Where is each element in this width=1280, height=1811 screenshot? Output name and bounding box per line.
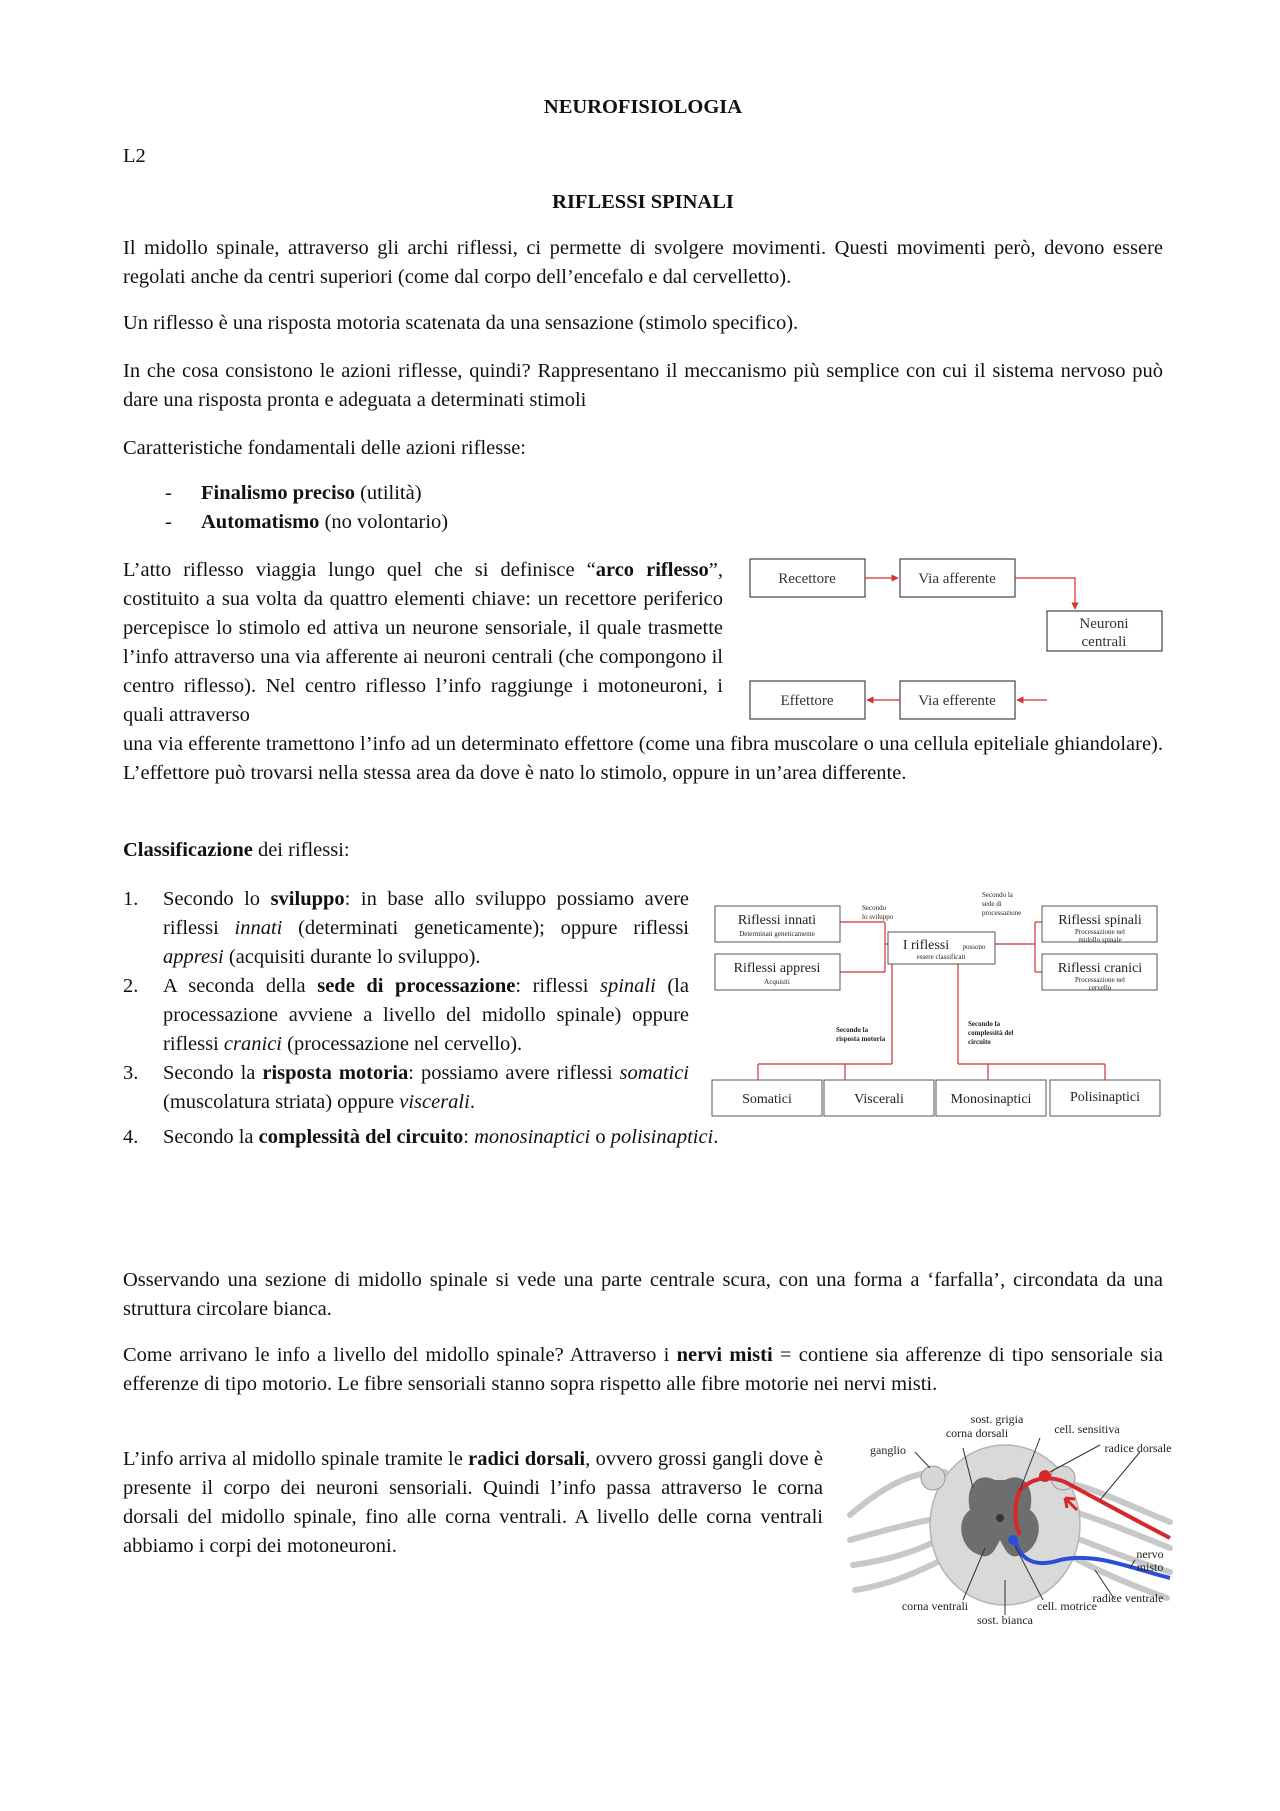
list-item: - Automatismo (no volontario) <box>123 508 1163 537</box>
label-sost-bianca: sost. bianca <box>977 1613 1033 1627</box>
paragraph-classification-heading: Classificazione dei riflessi: <box>123 839 350 861</box>
label-cranici: Riflessi cranici <box>1057 961 1143 976</box>
features-list <box>123 479 1163 537</box>
spinal-cord-figure <box>845 1410 1175 1630</box>
label-compl-3: circuito <box>968 1038 991 1046</box>
label-center-main: I riflessi <box>902 938 950 953</box>
paragraph-definition: Un riflesso è una risposta motoria scatenata da una sensazione (stimolo specifico). <box>123 312 799 334</box>
label-cell-sensitiva: cell. sensitiva <box>1054 1422 1120 1436</box>
section-title: RIFLESSI SPINALI <box>552 191 734 213</box>
label-sede-3: processazione <box>982 909 1022 917</box>
classification-item-4: 4. Secondo la complessità del circuito: monosinaptici o polisinaptici. <box>123 1126 719 1148</box>
paragraph-intro: Il midollo spinale, attraverso gli archi riflessi, ci permette di svolgere movimenti. Questi movimenti però, devono essere regolati anche da centri superiori (come dal corpo dell’encefalo e dal cervelletto). <box>123 237 1163 288</box>
label-recettore: Recettore <box>778 571 836 587</box>
paragraph-reflex-arc-cont: una via efferente tramettono l’info ad un determinato effettore (come una fibra muscolare o una cellula epiteliale ghiandolare). L’effettore può trovarsi nella stessa area da dove è nato lo stimolo, oppure in un’area differente. <box>123 733 1163 784</box>
reflex-arc-diagram <box>745 555 1175 725</box>
list-item: A seconda della sede di processazione: riflessi spinali (la processazione avviene a livello del midollo spinale) oppure riflessi cranici (processazione nel cervello). <box>163 975 689 1055</box>
list-item: - Finalismo preciso (utilità) <box>123 479 1163 508</box>
paragraph-reflex-arc: L’atto riflesso viaggia lungo quel che si definisce “arco riflesso”, costituito a sua volta da quattro elementi chiave: un recettore periferico percepisce lo stimolo ed attiva un neurone sensoriale, il quale trasmette l’info attraverso una via afferente ai neuroni centrali (che compongono il centro riflesso). Nel centro riflesso l’info raggiunge i motoneuroni, i quali attraverso <box>123 559 723 726</box>
label-cell-motrice: cell. motrice <box>1037 1599 1097 1613</box>
label-effettore: Effettore <box>780 693 834 709</box>
label-polisinaptici: Polisinaptici <box>1070 1090 1140 1105</box>
label-appresi: Riflessi appresi <box>733 961 821 976</box>
label-sede-1: Secondo la <box>982 892 1013 899</box>
label-nervo: nervo <box>1136 1547 1164 1561</box>
label-ganglio: ganglio <box>870 1443 906 1457</box>
label-monosinaptici: Monosinaptici <box>950 1092 1032 1107</box>
classification-list <box>123 885 689 1117</box>
ganglion-left <box>921 1466 945 1490</box>
paragraph-dorsal-roots: L’info arriva al midollo spinale tramite le radici dorsali, ovvero grossi gangli dove è presente il corpo dei neuroni sensoriali. Quindi l’info passa attraverso le corna dorsali del midollo spinale, fino alle corna ventrali. A livello delle corna ventrali abbiamo i corpi dei motoneuroni. <box>123 1448 824 1557</box>
label-cranici-sub1: Processazione nel <box>1075 976 1125 984</box>
label-compl-2: complessità del <box>968 1029 1014 1037</box>
classification-diagram <box>710 892 1165 1120</box>
sensory-cell <box>1039 1470 1051 1482</box>
label-sede-2: sede di <box>982 900 1002 908</box>
label-center-sub: essere classificati <box>916 953 966 961</box>
paragraph-question: In che cosa consistono le azioni riflesse, quindi? Rappresentano il meccanismo più semplice con cui il sistema nervoso può dare una risposta pronta e adeguata a determinati stimoli <box>123 360 1163 411</box>
label-radice-ventrale: radice ventrale <box>1092 1591 1164 1605</box>
label-appresi-sub: Acquisiti <box>764 978 790 986</box>
label-radice-dorsale: radice dorsale <box>1104 1441 1172 1455</box>
paragraph-mixed-nerves: Come arrivano le info a livello del midollo spinale? Attraverso i nervi misti = contiene sia afferenze di tipo sensoriale sia efferenze di tipo motorio. Le fibre sensoriali stanno sopra rispetto alle fibre motorie nei nervi misti. <box>123 1344 1163 1395</box>
label-centrali: centrali <box>1081 634 1127 650</box>
label-center-small: possono <box>962 943 986 951</box>
motor-cell <box>1008 1535 1018 1545</box>
label-innati-sub: Determinati geneticamente <box>739 930 815 938</box>
label-risposta-1: Secondo la <box>836 1026 869 1034</box>
label-risposta-2: risposta motoria <box>836 1035 886 1043</box>
label-via-afferente: Via afferente <box>918 571 996 587</box>
label-neuroni: Neuroni <box>1079 616 1129 632</box>
label-via-efferente: Via efferente <box>918 693 996 709</box>
label-spinali: Riflessi spinali <box>1058 913 1142 928</box>
central-canal <box>996 1514 1004 1522</box>
label-sviluppo-2: lo sviluppo <box>862 913 894 921</box>
label-compl-1: Secondo la <box>968 1020 1001 1028</box>
label-misto: misto <box>1136 1560 1164 1574</box>
document-title: NEUROFISIOLOGIA <box>543 96 743 118</box>
label-corna-ventrali: corna ventrali <box>901 1599 969 1613</box>
label-corna-dorsali: corna dorsali <box>945 1426 1009 1440</box>
label-cranici-sub2: cervello <box>1088 984 1112 992</box>
paragraph-features-heading: Caratteristiche fondamentali delle azioni riflesse: <box>123 437 527 459</box>
paragraph-section: Osservando una sezione di midollo spinale si vede una parte centrale scura, con una forma a ‘farfalla’, circondata da una struttura circolare bianca. <box>123 1269 1163 1320</box>
list-item: Secondo la risposta motoria: possiamo avere riflessi somatici (muscolatura striata) oppure viscerali. <box>163 1062 689 1113</box>
arrow <box>1015 578 1075 609</box>
label-somatici: Somatici <box>742 1092 792 1107</box>
label-innati: Riflessi innati <box>737 913 817 928</box>
list-item: Secondo lo sviluppo: in base allo sviluppo possiamo avere riflessi innati (determinati geneticamente); oppure riflessi appresi (acquisiti durante lo sviluppo). <box>163 888 690 968</box>
label-sviluppo-1: Secondo <box>862 904 887 912</box>
lesson-label: L2 <box>123 145 146 167</box>
label-viscerali: Viscerali <box>854 1092 904 1107</box>
label-spinali-sub1: Processazione nel <box>1075 928 1125 936</box>
label-sost-grigia: sost. grigia <box>970 1412 1024 1426</box>
label-spinali-sub2: midollo spinale <box>1078 936 1122 944</box>
